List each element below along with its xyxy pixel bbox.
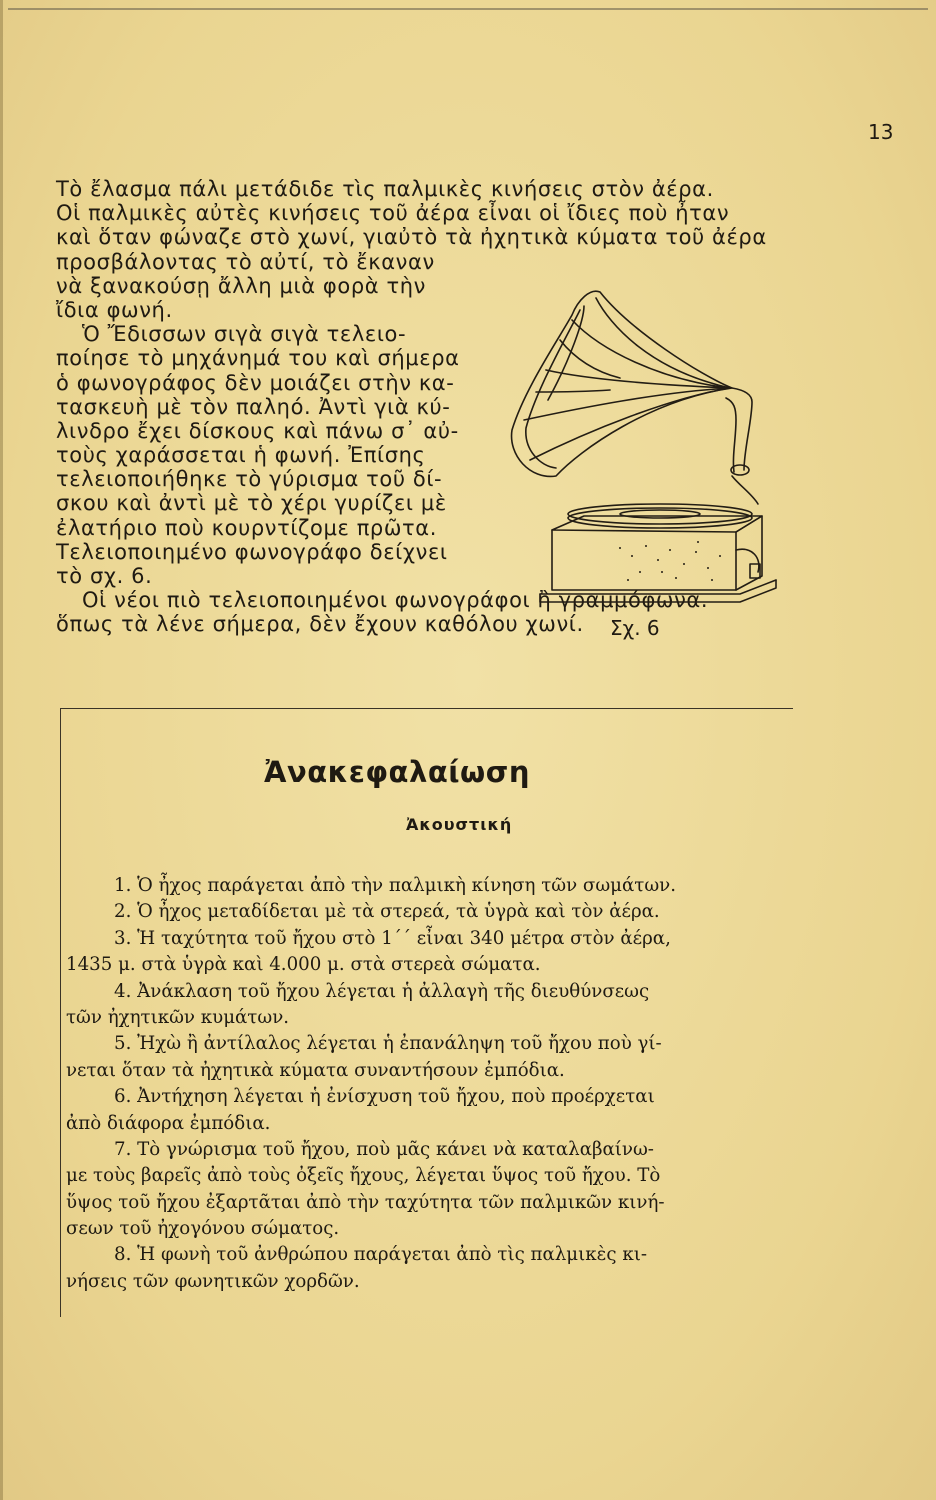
summary-line: 1. Ὁ ἦχος παράγεται ἀπὸ τὴν παλμικὴ κίνηση τῶν σωμάτων. (114, 875, 677, 896)
text-line: ἴδια φωνή. (56, 297, 173, 322)
text-line: Τελειοποιημένο φωνογράφο δείχνει (56, 539, 448, 564)
summary-line: 5. Ἠχὼ ἢ ἀντίλαλος λέγεται ἡ ἐπανάληψη τοῦ ἤχου ποὺ γί- (114, 1033, 662, 1055)
text-line: ὅπως τὰ λένε σήμερα, δὲν ἔχουν καθόλου χωνί. (56, 612, 584, 637)
summary-line: 6. Ἀντήχηση λέγεται ἡ ἐνίσχυση τοῦ ἤχου, ποὺ προέρχεται (114, 1086, 655, 1108)
summary-line: νεται ὅταν τὰ ἠχητικὰ κύματα συναντήσουν ἐμπόδια. (66, 1059, 565, 1081)
text-line: σκου καὶ ἀντὶ μὲ τὸ χέρι γυρίζει μὲ (56, 491, 447, 516)
summary-line: με τοὺς βαρεῖς ἀπὸ τοὺς ὀξεῖς ἤχους, λέγεται ὕψος τοῦ ἤχου. Τὸ (66, 1165, 661, 1187)
text-line: ποίησε τὸ μηχάνημά του καὶ σήμερα (56, 346, 460, 371)
summary-line: σεων τοῦ ἠχογόνου σώματος. (66, 1218, 340, 1240)
text-line: λινδρο ἔχει δίσκους καὶ πάνω σ᾽ αὐ- (56, 418, 459, 443)
text-line: Ὁ Ἔδισσων σιγὰ σιγὰ τελειο- (82, 322, 407, 347)
text-line: τελειοποιήθηκε τὸ γύρισμα τοῦ δί- (56, 467, 443, 492)
page-number: 13 (868, 120, 894, 144)
text-line: Οἱ νέοι πιὸ τελειοποιημένοι φωνογράφοι ἢ γραμμόφωνα. (82, 588, 709, 613)
text-line: προσβάλοντας τὸ αὐτί, τὸ ἔκαναν (56, 249, 435, 274)
summary-line: 8. Ἡ φωνὴ τοῦ ἀνθρώπου παράγεται ἀπὸ τὶς παλμικὲς κι- (114, 1244, 647, 1266)
summary-line: ἀπὸ διάφορα ἐμπόδια. (66, 1112, 271, 1134)
text-line: καὶ ὅταν φώναζε στὸ χωνί, γιαὐτὸ τὰ ἠχητικὰ κύματα τοῦ ἀέρα (56, 225, 767, 250)
summary-line: 3. Ἡ ταχύτητα τοῦ ἤχου στὸ 1΄΄ εἶναι 340 μέτρα στὸν ἀέρα, (114, 927, 671, 949)
summary-subtitle: Ἀκουστική (406, 815, 513, 834)
top-edge-rule (8, 8, 928, 10)
text-line: ἐλατήριο ποὺ κουρντίζομε πρῶτα. (56, 515, 438, 540)
text-line: τοὺς χαράσσεται ἡ φωνή. Ἐπίσης (56, 443, 426, 468)
text-line: τασκευὴ μὲ τὸν παληό. Ἀντὶ γιὰ κύ- (56, 394, 451, 419)
summary-line: 1435 μ. στὰ ὑγρὰ καὶ 4.000 μ. στὰ στερεὰ σώματα. (66, 954, 541, 976)
text-line: Τὸ ἔλασμα πάλι μετάδιδε τὶς παλμικὲς κινήσεις στὸν ἀέρα. (56, 177, 714, 201)
figure-caption: Σχ. 6 (610, 616, 660, 640)
summary-line: 7. Τὸ γνώρισμα τοῦ ἤχου, ποὺ μᾶς κάνει νὰ καταλαβαίνω- (114, 1138, 654, 1160)
summary-line: 2. Ὁ ἦχος μεταδίδεται μὲ τὰ στερεά, τὰ ὑγρὰ καὶ τὸν ἀέρα. (114, 901, 660, 923)
summary-line: 4. Ἀνάκλαση τοῦ ἤχου λέγεται ἡ ἀλλαγὴ τῆς διευθύνσεως (114, 980, 650, 1002)
gramophone-illustration (500, 280, 790, 640)
summary-line: νήσεις τῶν φωνητικῶν χορδῶν. (66, 1270, 360, 1292)
text-line: νὰ ξανακούσῃ ἄλλη μιὰ φορὰ τὴν (56, 273, 426, 298)
text-line: τὸ σχ. 6. (56, 564, 153, 588)
page-edge-shadow (0, 0, 3, 1500)
text-line: Οἱ παλμικὲς αὐτὲς κινήσεις τοῦ ἀέρα εἶναι οἱ ἴδιες ποὺ ἦταν (56, 201, 730, 226)
summary-title: Ἀνακεφαλαίωση (264, 755, 530, 789)
summary-line: ὕψος τοῦ ἤχου ἐξαρτᾶται ἀπὸ τὴν ταχύτητα τῶν παλμικῶν κινή- (66, 1191, 665, 1213)
text-line: ὁ φωνογράφος δὲν μοιάζει στὴν κα- (56, 370, 455, 395)
summary-list (66, 873, 778, 1295)
summary-line: τῶν ἠχητικῶν κυμάτων. (66, 1006, 290, 1028)
